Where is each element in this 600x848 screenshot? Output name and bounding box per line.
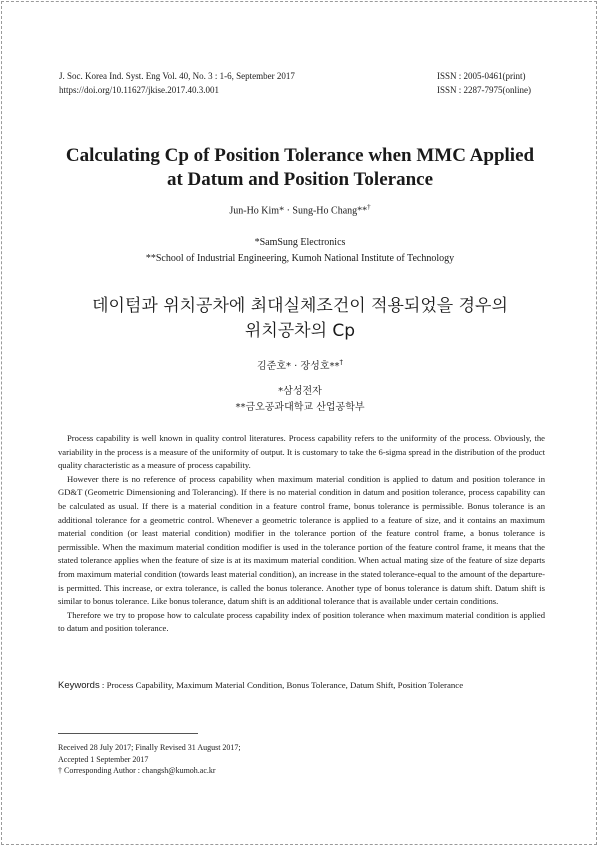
dagger-mark: † [58,766,62,775]
footnote-divider [58,733,198,734]
keywords-separator: : [99,680,107,690]
korean-title-line-2: 위치공차의 Cp [244,321,356,341]
korean-author-names: 김준호* · 장성호** [257,361,340,372]
abstract-paragraph-3: Therefore we try to propose how to calculate process capability index of position tolerance when maximum material condition is applied to datum and position tolerance. [58,609,545,634]
affiliation-en-2: **School of Industrial Engineering, Kumoh National Institute of Technology [145,253,455,264]
journal-citation: J. Soc. Korea Ind. Syst. Eng Vol. 40, No. 3 : 1-6, September 2017 [59,71,295,81]
corresponding-mark-en: † [367,203,371,211]
issn-print: ISSN : 2005-0461(print) [437,71,526,81]
abstract-paragraph-1: Process capability is well known in quality control literatures. Process capability refers to the uniformity of the process. Obviously, the variability in the process is a measure of the uniformity of output. It is customary to take the 6-sigma spread in the distribution of the product quality characteristic as a measure of process capability. [58,433,545,471]
page-border [1,1,597,845]
keywords-text: Process Capability, Maximum Material Condition, Bonus Tolerance, Datum Shift, Position Tolerance [106,680,464,690]
keywords [58,680,548,691]
english-author-names: Jun-Ho Kim* · Sung-Ho Chang** [229,205,368,217]
affiliation-ko-2: **금오공과대학교 산업공학부 [235,402,365,413]
korean-authors [0,357,600,372]
journal-header [59,69,295,97]
english-title [0,144,600,192]
accepted-date: Accepted 1 September 2017 [58,754,149,764]
korean-affiliations [0,384,600,416]
corresponding-mark-ko: † [339,358,343,367]
corresponding-author [58,765,241,777]
abstract [58,432,545,636]
doi-link[interactable]: https://doi.org/10.11627/jkise.2017.40.3.001 [59,85,220,95]
received-date: Received 28 July 2017; Finally Revised 31 August 2017; [58,743,241,752]
english-title-line-2: at Datum and Position Tolerance [166,169,434,190]
affiliation-en-1: *SamSung Electronics [254,237,346,248]
keywords-label: Keywords [58,680,100,691]
korean-title [0,294,600,344]
english-authors [0,203,600,216]
footnotes [58,742,241,777]
english-title-line-1: Calculating Cp of Position Tolerance when MMC Applied [65,145,535,166]
korean-title-line-1: 데이텀과 위치공차에 최대실체조건이 적용되었을 경우의 [92,296,508,316]
corresponding-author-text: Corresponding Author : changsh@kumoh.ac.kr [62,766,216,775]
issn-online: ISSN : 2287-7975(online) [437,85,531,95]
english-affiliations [0,235,600,267]
issn-header [437,69,531,97]
affiliation-ko-1: *삼성전자 [278,386,322,397]
abstract-paragraph-2: However there is no reference of process capability when maximum material condition is applied to datum and position tolerance in GD&T (Geometric Dimensioning and Tolerancing). If there is no material condition in datum and position tolerance, process capability can be calculated as usual. If there is a material condition in a feature control frame, bonus tolerance is permissible. Bonus tolerance is an additional tolerance for a geometric control. Whenever a geometric tolerance is applied to a feature of size, and it contains an maximum material condition (or least material condition) modifier in the tolerance portion of the feature control frame, a bonus tolerance is permissible. When the maximum material condition modifier is used in the tolerance portion of the feature control frame, it means that the stated tolerance applies when the feature of size is at its maximum material condition. When actual mating size of the feature of size departs from maximum material condition (towards least material condition), an increase in the stated tolerance-equal to the amount of the departure-is permitted. This increase, or extra tolerance, is called the bonus tolerance. Another type of bonus tolerance is datum shift. Datum shift is similar to bonus tolerance. Like bonus tolerance, datum shift is an additional tolerance that is available under certain conditions. [58,473,545,607]
